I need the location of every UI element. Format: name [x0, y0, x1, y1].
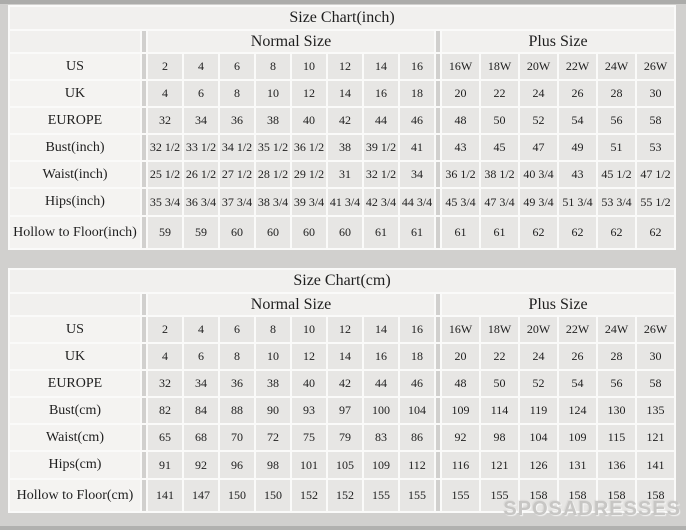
- size-cell: 12: [328, 317, 362, 342]
- size-cell: 32: [148, 108, 182, 133]
- normal-size-header: Normal Size: [148, 294, 434, 315]
- size-cell: 36: [220, 108, 254, 133]
- row-label: Hollow to Floor(inch): [10, 217, 140, 248]
- size-cell: 30: [637, 81, 674, 106]
- size-cell: 83: [364, 425, 398, 450]
- size-cell: 92: [442, 425, 479, 450]
- size-cell: 54: [559, 371, 596, 396]
- row-label: UK: [10, 344, 140, 369]
- size-cell: 26W: [637, 54, 674, 79]
- size-cell: 10: [256, 344, 290, 369]
- size-cell: 109: [364, 452, 398, 478]
- size-cell: 51 3/4: [559, 189, 596, 215]
- column-spacer: [436, 162, 440, 187]
- size-cell: 26: [559, 81, 596, 106]
- size-cell: 12: [292, 81, 326, 106]
- size-cell: 8: [256, 54, 290, 79]
- row-label: Hips(cm): [10, 452, 140, 478]
- size-cell: 4: [184, 317, 218, 342]
- size-cell: 16: [364, 344, 398, 369]
- size-cell: 24W: [598, 317, 635, 342]
- size-cell: 14: [328, 344, 362, 369]
- size-cell: 27 1/2: [220, 162, 254, 187]
- size-cell: 50: [481, 371, 518, 396]
- size-cell: 16W: [442, 317, 479, 342]
- column-spacer: [436, 135, 440, 160]
- size-cell: 31: [328, 162, 362, 187]
- size-cell: 61: [481, 217, 518, 248]
- size-cell: 101: [292, 452, 326, 478]
- size-cell: 22W: [559, 317, 596, 342]
- size-cell: 112: [400, 452, 434, 478]
- size-cell: 55 1/2: [637, 189, 674, 215]
- table-row: [10, 480, 674, 511]
- table-row: [10, 317, 674, 342]
- column-spacer: [142, 371, 146, 396]
- size-cell: 8: [220, 81, 254, 106]
- size-cell: 75: [292, 425, 326, 450]
- size-cell: 10: [292, 54, 326, 79]
- table-row: [10, 162, 674, 187]
- column-spacer: [436, 81, 440, 106]
- size-cell: 53: [637, 135, 674, 160]
- size-cell: 18: [400, 344, 434, 369]
- column-spacer: [142, 189, 146, 215]
- size-cell: 158: [637, 480, 674, 511]
- size-cell: 37 3/4: [220, 189, 254, 215]
- column-spacer: [436, 108, 440, 133]
- column-spacer: [142, 54, 146, 79]
- row-label: Hips(inch): [10, 189, 140, 215]
- column-spacer: [142, 135, 146, 160]
- size-cell: 92: [184, 452, 218, 478]
- size-cell: 60: [256, 217, 290, 248]
- size-cell: 41: [400, 135, 434, 160]
- size-cell: 104: [400, 398, 434, 423]
- size-cell: 93: [292, 398, 326, 423]
- column-spacer: [142, 81, 146, 106]
- size-cell: 18W: [481, 317, 518, 342]
- column-spacer: [436, 452, 440, 478]
- size-cell: 72: [256, 425, 290, 450]
- size-cell: 42: [328, 108, 362, 133]
- size-cell: 126: [520, 452, 557, 478]
- size-cell: 141: [637, 452, 674, 478]
- size-cell: 22W: [559, 54, 596, 79]
- size-cell: 48: [442, 371, 479, 396]
- plus-size-header: Plus Size: [442, 31, 674, 52]
- table-row: [10, 108, 674, 133]
- size-cell: 130: [598, 398, 635, 423]
- size-cell: 121: [637, 425, 674, 450]
- size-cell: 29 1/2: [292, 162, 326, 187]
- size-cell: 16: [400, 54, 434, 79]
- row-label: Bust(cm): [10, 398, 140, 423]
- size-cell: 90: [256, 398, 290, 423]
- table-row: [10, 189, 674, 215]
- size-cell: 141: [148, 480, 182, 511]
- table-row: [10, 452, 674, 478]
- size-cell: 40: [292, 108, 326, 133]
- plus-size-header: Plus Size: [442, 294, 674, 315]
- size-cell: 158: [559, 480, 596, 511]
- table-row: [10, 344, 674, 369]
- size-cell: 109: [559, 425, 596, 450]
- column-spacer: [142, 162, 146, 187]
- size-cell: 24: [520, 81, 557, 106]
- size-cell: 32: [148, 371, 182, 396]
- row-label: EUROPE: [10, 108, 140, 133]
- size-cell: 25 1/2: [148, 162, 182, 187]
- row-label: US: [10, 54, 140, 79]
- size-cell: 131: [559, 452, 596, 478]
- column-spacer: [142, 294, 146, 315]
- table-row: [10, 371, 674, 396]
- size-cell: 38 1/2: [481, 162, 518, 187]
- size-cell: 20W: [520, 317, 557, 342]
- size-cell: 50: [481, 108, 518, 133]
- table-title-row: [10, 270, 674, 292]
- size-cell: 121: [481, 452, 518, 478]
- size-cell: 62: [598, 217, 635, 248]
- size-chart-cm-table: [8, 268, 676, 513]
- size-chart-inch-table: [8, 5, 676, 250]
- size-cell: 35 3/4: [148, 189, 182, 215]
- table-title: Size Chart(inch): [10, 7, 674, 29]
- size-cell: 45: [481, 135, 518, 160]
- size-cell: 4: [148, 81, 182, 106]
- row-label: UK: [10, 81, 140, 106]
- size-cell: 33 1/2: [184, 135, 218, 160]
- size-cell: 155: [481, 480, 518, 511]
- column-spacer: [142, 480, 146, 511]
- size-cell: 79: [328, 425, 362, 450]
- size-cell: 10: [256, 81, 290, 106]
- size-cell: 40 3/4: [520, 162, 557, 187]
- size-cell: 2: [148, 317, 182, 342]
- size-cell: 26 1/2: [184, 162, 218, 187]
- size-cell: 24W: [598, 54, 635, 79]
- column-spacer: [436, 31, 440, 52]
- column-spacer: [142, 452, 146, 478]
- column-spacer: [436, 54, 440, 79]
- column-spacer: [142, 217, 146, 248]
- size-cell: 124: [559, 398, 596, 423]
- size-cell: 98: [481, 425, 518, 450]
- size-cell: 52: [520, 108, 557, 133]
- size-cell: 32 1/2: [364, 162, 398, 187]
- table-row: [10, 135, 674, 160]
- size-cell: 86: [400, 425, 434, 450]
- size-cell: 82: [148, 398, 182, 423]
- size-cell: 28: [598, 344, 635, 369]
- size-cell: 14: [364, 317, 398, 342]
- size-cell: 155: [442, 480, 479, 511]
- size-cell: 158: [598, 480, 635, 511]
- size-cell: 59: [148, 217, 182, 248]
- column-spacer: [436, 425, 440, 450]
- size-cell: 40: [292, 371, 326, 396]
- size-cell: 39 1/2: [364, 135, 398, 160]
- size-cell: 35 1/2: [256, 135, 290, 160]
- size-cell: 84: [184, 398, 218, 423]
- size-cell: 34: [400, 162, 434, 187]
- size-cell: 26: [559, 344, 596, 369]
- size-cell: 91: [148, 452, 182, 478]
- row-label: EUROPE: [10, 371, 140, 396]
- size-cell: 45 1/2: [598, 162, 635, 187]
- size-cell: 47: [520, 135, 557, 160]
- size-cell: 44 3/4: [400, 189, 434, 215]
- size-cell: 20: [442, 344, 479, 369]
- size-cell: 52: [520, 371, 557, 396]
- size-cell: 155: [364, 480, 398, 511]
- size-cell: 43: [559, 162, 596, 187]
- size-cell: 62: [637, 217, 674, 248]
- size-cell: 47 3/4: [481, 189, 518, 215]
- size-cell: 30: [637, 344, 674, 369]
- column-spacer: [436, 480, 440, 511]
- column-spacer: [142, 398, 146, 423]
- size-cell: 8: [256, 317, 290, 342]
- size-cell: 39 3/4: [292, 189, 326, 215]
- size-cell: 34: [184, 108, 218, 133]
- column-spacer: [142, 31, 146, 52]
- size-cell: 150: [256, 480, 290, 511]
- column-spacer: [436, 294, 440, 315]
- size-cell: 44: [364, 371, 398, 396]
- size-cell: 96: [220, 452, 254, 478]
- table-row: [10, 54, 674, 79]
- size-cell: 152: [292, 480, 326, 511]
- size-cell: 70: [220, 425, 254, 450]
- table-row: [10, 398, 674, 423]
- empty-corner-cell: [10, 31, 140, 52]
- size-cell: 6: [184, 344, 218, 369]
- size-cell: 109: [442, 398, 479, 423]
- column-spacer: [436, 317, 440, 342]
- size-cell: 152: [328, 480, 362, 511]
- row-label: Waist(inch): [10, 162, 140, 187]
- size-cell: 54: [559, 108, 596, 133]
- size-cell: 32 1/2: [148, 135, 182, 160]
- size-cell: 26W: [637, 317, 674, 342]
- column-spacer: [436, 217, 440, 248]
- table-title: Size Chart(cm): [10, 270, 674, 292]
- size-cell: 104: [520, 425, 557, 450]
- size-cell: 61: [364, 217, 398, 248]
- size-cell: 60: [220, 217, 254, 248]
- size-cell: 88: [220, 398, 254, 423]
- size-cell: 116: [442, 452, 479, 478]
- size-cell: 18: [400, 81, 434, 106]
- size-cell: 36 1/2: [442, 162, 479, 187]
- size-cell: 155: [400, 480, 434, 511]
- size-cell: 42 3/4: [364, 189, 398, 215]
- size-cell: 38: [256, 108, 290, 133]
- size-cell: 43: [442, 135, 479, 160]
- size-cell: 6: [220, 54, 254, 79]
- size-cell: 6: [220, 317, 254, 342]
- column-spacer: [142, 108, 146, 133]
- size-cell: 150: [220, 480, 254, 511]
- size-cell: 46: [400, 108, 434, 133]
- size-cell: 38: [328, 135, 362, 160]
- size-cell: 105: [328, 452, 362, 478]
- size-cell: 51: [598, 135, 635, 160]
- size-cell: 60: [292, 217, 326, 248]
- size-cell: 14: [328, 81, 362, 106]
- size-cell: 20: [442, 81, 479, 106]
- size-cell: 4: [148, 344, 182, 369]
- column-spacer: [436, 344, 440, 369]
- size-cell: 119: [520, 398, 557, 423]
- size-cell: 100: [364, 398, 398, 423]
- size-cell: 36 3/4: [184, 189, 218, 215]
- column-spacer: [436, 398, 440, 423]
- size-cell: 47 1/2: [637, 162, 674, 187]
- size-cell: 147: [184, 480, 218, 511]
- size-cell: 68: [184, 425, 218, 450]
- table-title-row: [10, 7, 674, 29]
- size-cell: 12: [328, 54, 362, 79]
- size-cell: 44: [364, 108, 398, 133]
- size-cell: 49: [559, 135, 596, 160]
- size-cell: 56: [598, 108, 635, 133]
- size-cell: 135: [637, 398, 674, 423]
- size-cell: 24: [520, 344, 557, 369]
- size-cell: 46: [400, 371, 434, 396]
- size-cell: 18W: [481, 54, 518, 79]
- column-spacer: [142, 317, 146, 342]
- column-spacer: [436, 189, 440, 215]
- size-cell: 58: [637, 371, 674, 396]
- size-cell: 62: [559, 217, 596, 248]
- size-cell: 8: [220, 344, 254, 369]
- size-cell: 136: [598, 452, 635, 478]
- size-cell: 20W: [520, 54, 557, 79]
- size-cell: 34 1/2: [220, 135, 254, 160]
- table-row: [10, 217, 674, 248]
- size-group-header-row: [10, 294, 674, 315]
- size-cell: 22: [481, 344, 518, 369]
- size-cell: 56: [598, 371, 635, 396]
- size-cell: 60: [328, 217, 362, 248]
- row-label: Hollow to Floor(cm): [10, 480, 140, 511]
- table-row: [10, 425, 674, 450]
- size-cell: 34: [184, 371, 218, 396]
- size-cell: 114: [481, 398, 518, 423]
- size-cell: 12: [292, 344, 326, 369]
- column-spacer: [142, 344, 146, 369]
- size-cell: 61: [442, 217, 479, 248]
- size-cell: 16: [400, 317, 434, 342]
- size-cell: 10: [292, 317, 326, 342]
- size-cell: 28: [598, 81, 635, 106]
- size-cell: 4: [184, 54, 218, 79]
- size-cell: 36 1/2: [292, 135, 326, 160]
- size-group-header-row: [10, 31, 674, 52]
- column-spacer: [436, 371, 440, 396]
- size-cell: 14: [364, 54, 398, 79]
- row-label: Waist(cm): [10, 425, 140, 450]
- size-cell: 38: [256, 371, 290, 396]
- size-cell: 65: [148, 425, 182, 450]
- row-label: Bust(inch): [10, 135, 140, 160]
- size-cell: 59: [184, 217, 218, 248]
- size-cell: 38 3/4: [256, 189, 290, 215]
- size-cell: 28 1/2: [256, 162, 290, 187]
- size-cell: 16: [364, 81, 398, 106]
- column-spacer: [142, 425, 146, 450]
- size-cell: 36: [220, 371, 254, 396]
- watermark: SPOSADRESSES: [503, 498, 681, 520]
- size-cell: 48: [442, 108, 479, 133]
- size-cell: 41 3/4: [328, 189, 362, 215]
- size-cell: 61: [400, 217, 434, 248]
- row-label: US: [10, 317, 140, 342]
- size-cell: 2: [148, 54, 182, 79]
- size-cell: 42: [328, 371, 362, 396]
- size-cell: 6: [184, 81, 218, 106]
- size-cell: 49 3/4: [520, 189, 557, 215]
- size-cell: 62: [520, 217, 557, 248]
- size-cell: 98: [256, 452, 290, 478]
- normal-size-header: Normal Size: [148, 31, 434, 52]
- size-cell: 45 3/4: [442, 189, 479, 215]
- size-cell: 58: [637, 108, 674, 133]
- size-cell: 53 3/4: [598, 189, 635, 215]
- size-cell: 115: [598, 425, 635, 450]
- size-cell: 158: [520, 480, 557, 511]
- size-cell: 97: [328, 398, 362, 423]
- size-cell: 16W: [442, 54, 479, 79]
- table-row: [10, 81, 674, 106]
- size-cell: 22: [481, 81, 518, 106]
- empty-corner-cell: [10, 294, 140, 315]
